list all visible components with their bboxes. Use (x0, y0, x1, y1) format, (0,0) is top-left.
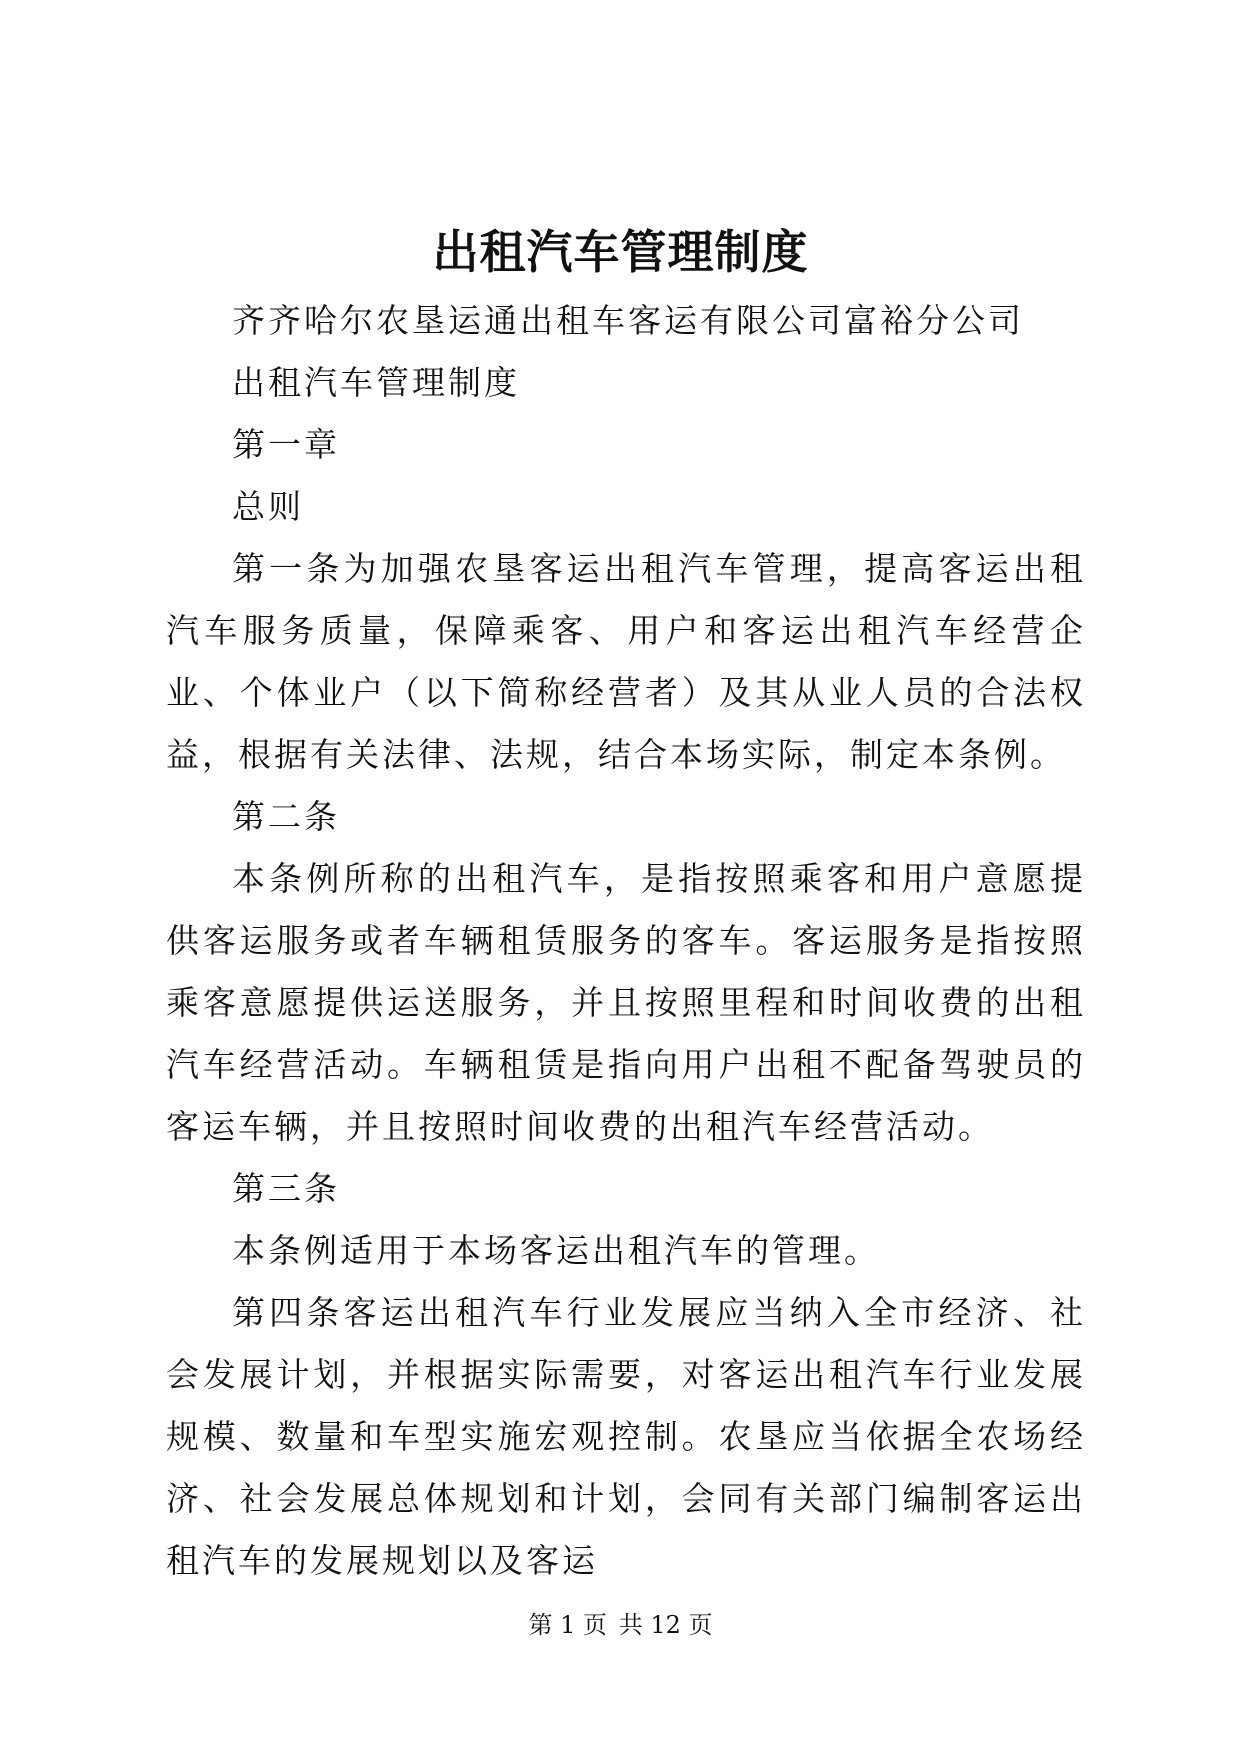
article-1: 第一条为加强农垦客运出租汽车管理，提高客运出租汽车服务质量，保障乘客、用户和客运出租汽车经营企业、个体业户（以下简称经营者）及其从业人员的合法权益，根据有关法律、法规，结合本场实际，制定本条例。 (166, 549, 1086, 774)
page-title: 出租汽车管理制度 (432, 225, 809, 279)
chapter-title: 总则 (232, 487, 304, 526)
chapter-heading: 第一章 (232, 425, 340, 464)
article-3-body: 本条例适用于本场客运出租汽车的管理。 (232, 1231, 880, 1270)
article-2-heading: 第二条 (232, 797, 340, 836)
article-3-heading: 第三条 (232, 1169, 340, 1208)
page-footer (0, 1610, 1241, 1640)
total-pages: 共 12 页 (618, 1611, 713, 1639)
company-name-line: 齐齐哈尔农垦运通出租车客运有限公司富裕分公司 (232, 301, 1024, 340)
article-2-body: 本条例所称的出租汽车，是指按照乘客和用户意愿提供客运服务或者车辆租赁服务的客车。客运服务是指按照乘客意愿提供运送服务，并且按照里程和时间收费的出租汽车经营活动。车辆租赁是指向用户出租不配备驾驶员的客运车辆，并且按照时间收费的出租汽车经营活动。 (166, 859, 1086, 1146)
page-number: 第 1 页 (528, 1611, 608, 1639)
document-body (166, 290, 1086, 1592)
subtitle-line: 出租汽车管理制度 (232, 363, 520, 402)
article-4: 第四条客运出租汽车行业发展应当纳入全市经济、社会发展计划，并根据实际需要，对客运出租汽车行业发展规模、数量和车型实施宏观控制。农垦应当依据全农场经济、社会发展总体规划和计划，会同有关部门编制客运出租汽车的发展规划以及客运 (166, 1293, 1086, 1580)
